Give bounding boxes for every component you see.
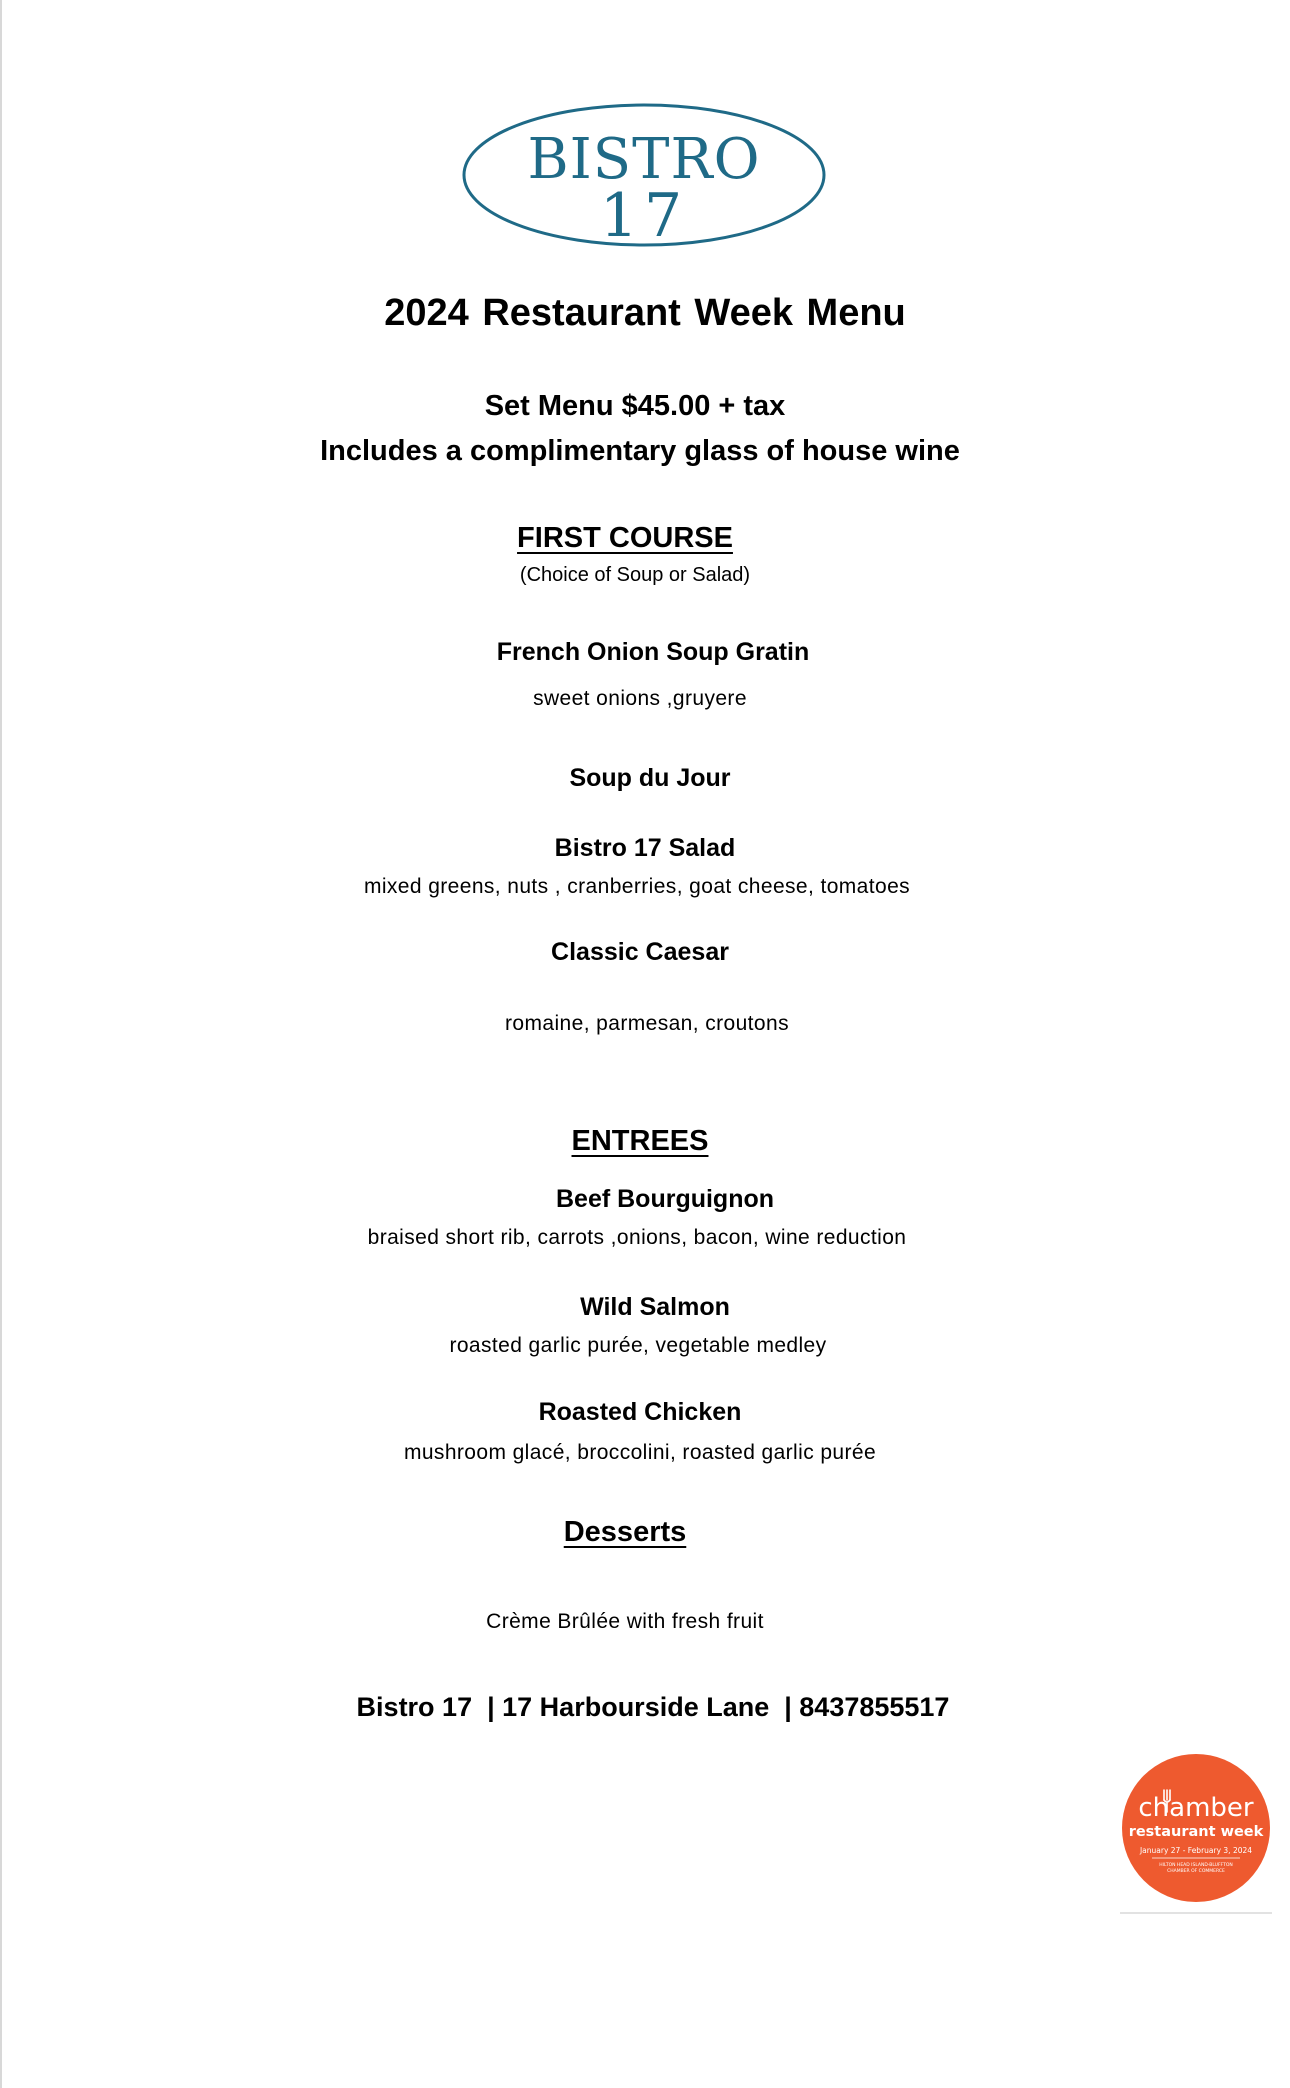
badge-org-line2: CHAMBER OF COMMERCE [1167,1869,1225,1874]
dish-name: French Onion Soup Gratin [496,638,810,666]
badge-brand: chamber [1138,1793,1254,1823]
chamber-restaurant-week-badge [1122,1754,1270,1902]
desserts-heading: Desserts [563,1516,687,1548]
wine-note: Includes a complimentary glass of house wine [320,435,960,467]
first-course-note: (Choice of Soup or Salad) [519,564,751,586]
dish-description: mushroom glacé, broccolini, roasted garlic purée [403,1441,877,1464]
first-course-heading: FIRST COURSE [517,522,733,554]
dish-description: braised short rib, carrots ,onions, bacon, wine reduction [367,1226,907,1249]
restaurant-contact: Bistro 17 | 17 Harbourside Lane | 8437855517 [356,1692,950,1722]
set-menu-price: Set Menu $45.00 + tax [484,390,786,422]
entrees-heading: ENTREES [571,1125,709,1157]
badge-event: restaurant week [1128,1824,1264,1840]
dish-name: Roasted Chicken [538,1398,742,1426]
dish-name: Beef Bourguignon [555,1185,775,1213]
page-title: 2024 Restaurant Week Menu [384,292,906,334]
dish-description: romaine, parmesan, croutons [505,1012,789,1035]
dish-name: Wild Salmon [580,1293,730,1321]
bistro-17-logo [460,100,828,250]
badge-org-line1: HILTON HEAD ISLAND-BLUFFTON [1159,1863,1233,1868]
logo-number: 17 [599,181,689,250]
dish-description: sweet onions ,gruyere [533,687,747,710]
dish-name: Soup du Jour [569,764,731,792]
dish-name: Classic Caesar [551,938,729,966]
badge-divider [1120,1912,1272,1914]
dish-name: Bistro 17 Salad [554,834,736,862]
dish-description: roasted garlic purée, vegetable medley [449,1334,827,1357]
dish-description: mixed greens, nuts , cranberries, goat cheese, tomatoes [363,875,911,898]
logo-name: BISTRO [527,127,761,192]
badge-dates: January 27 - February 3, 2024 [1139,1846,1253,1855]
dessert-item: Crème Brûlée with fresh fruit [486,1610,764,1633]
